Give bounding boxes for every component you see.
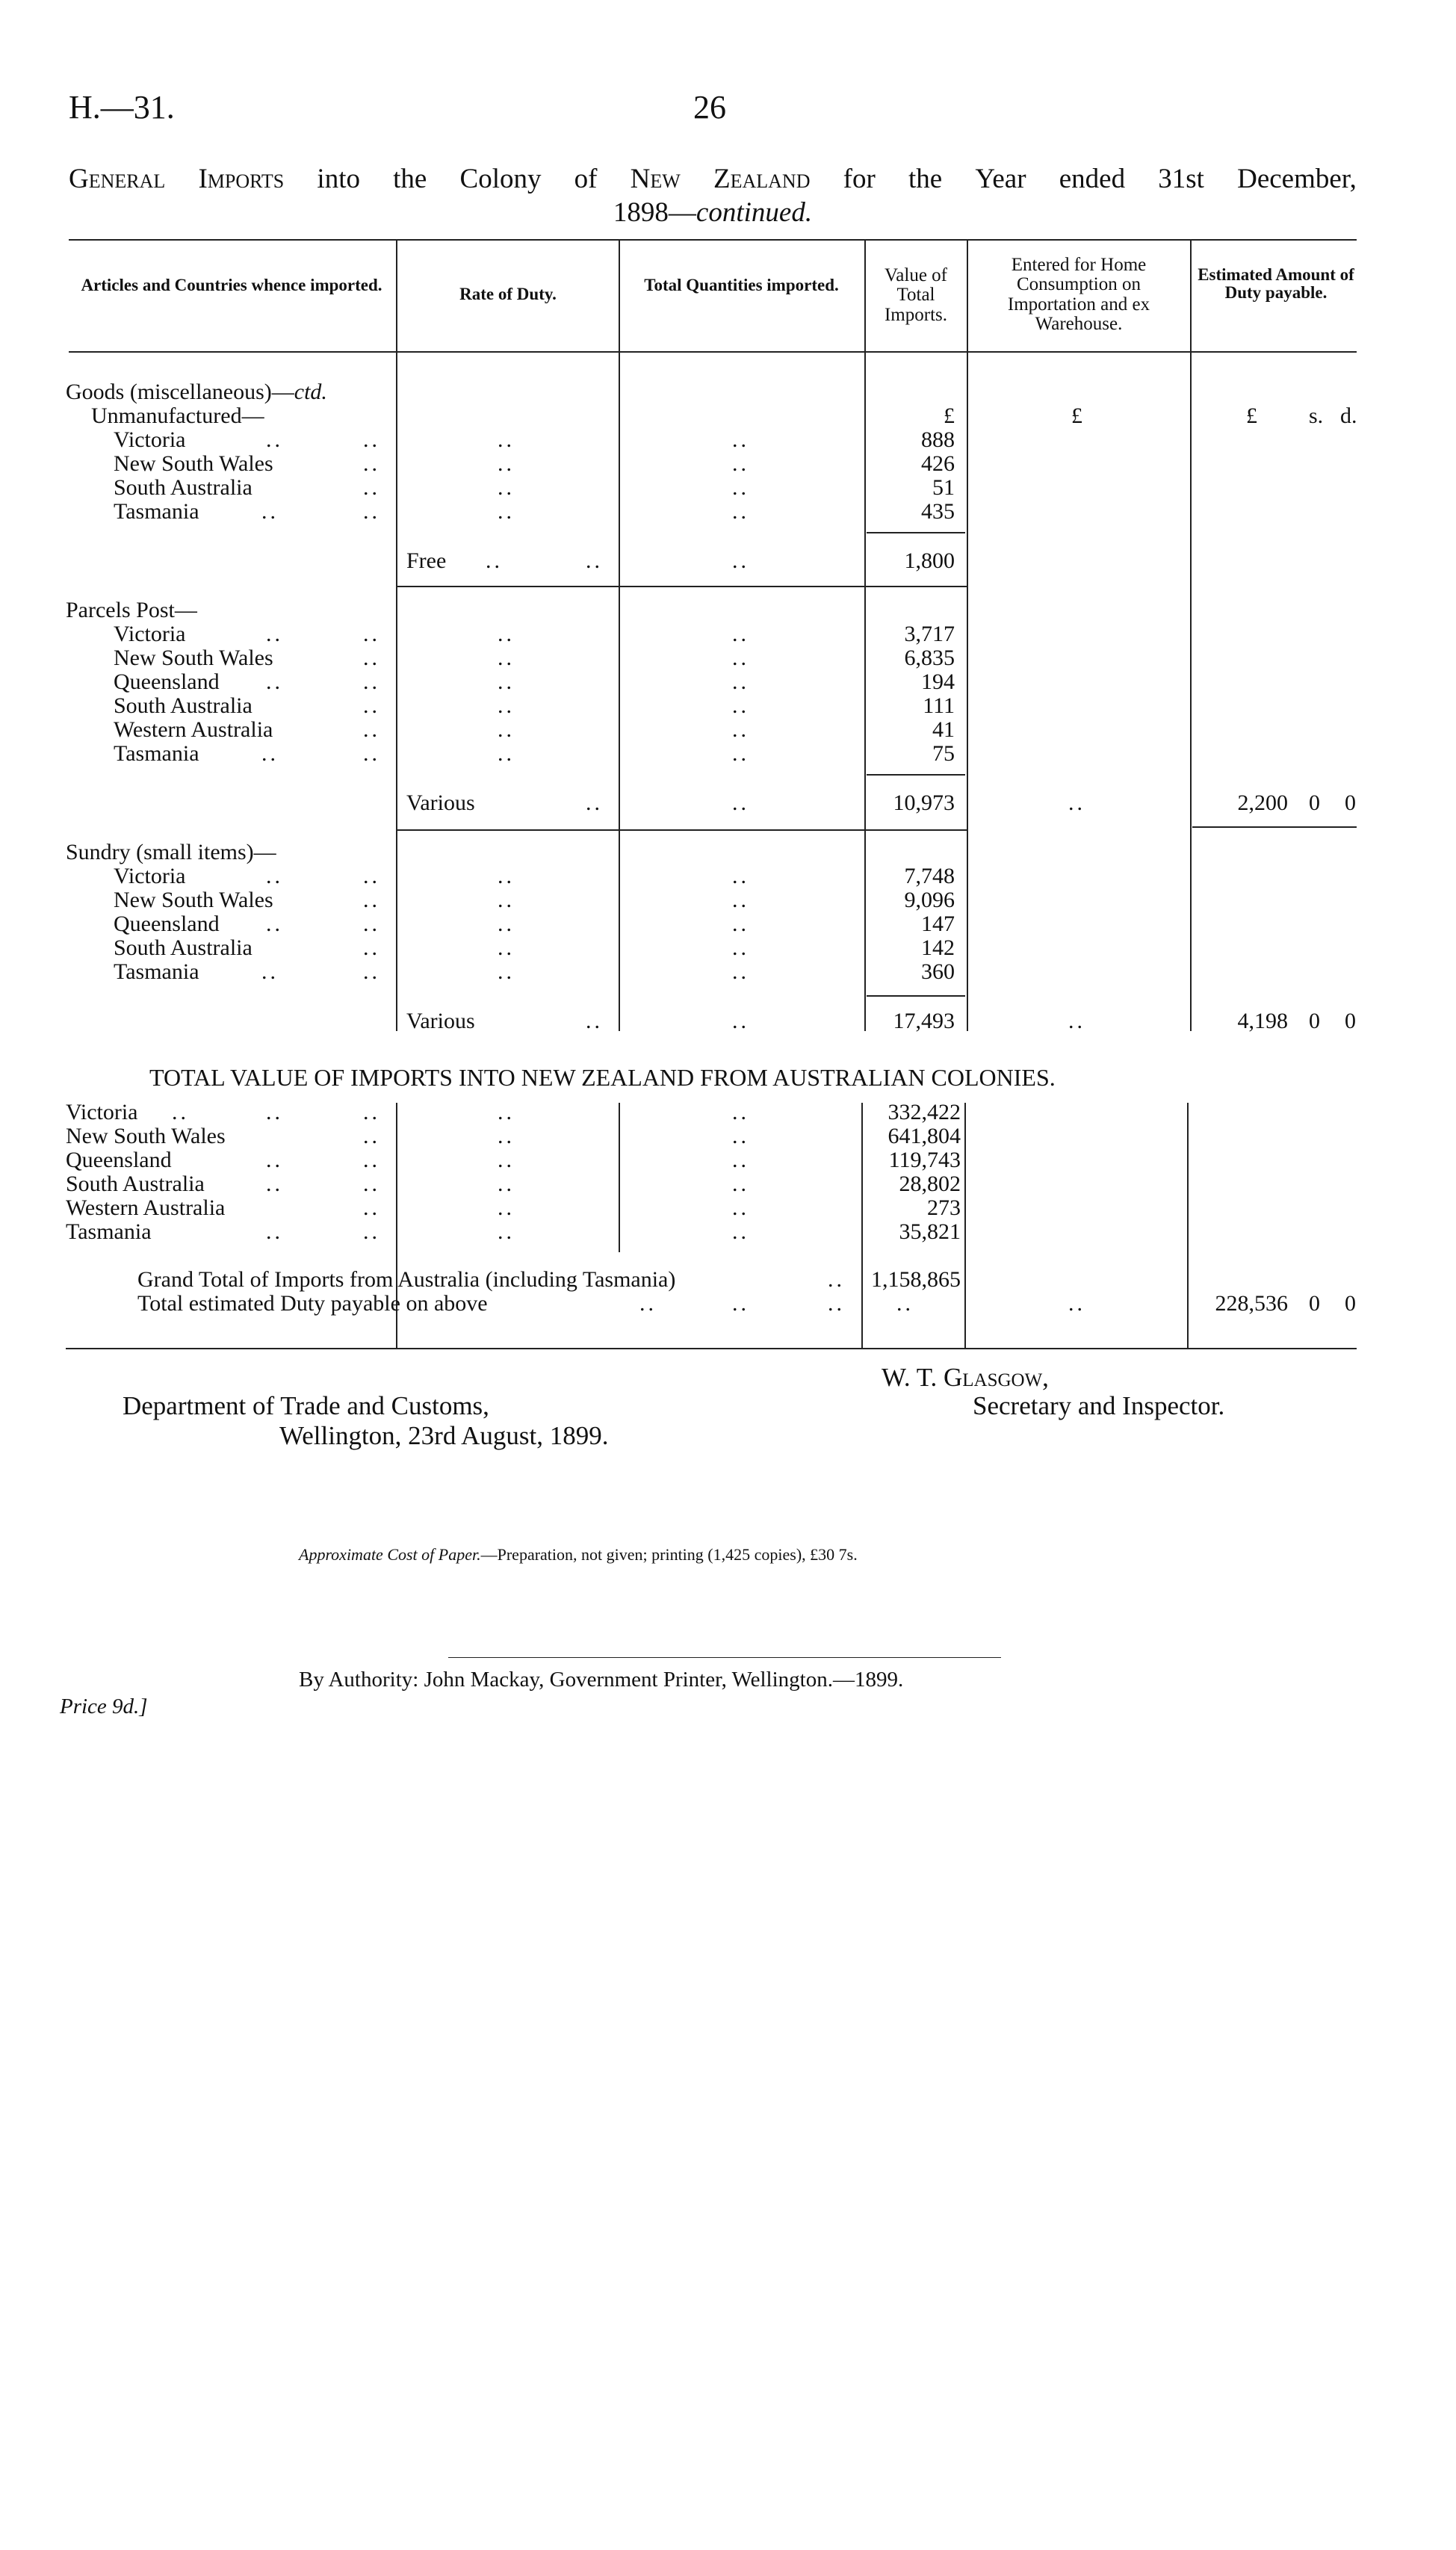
title-word: New	[630, 164, 681, 194]
col-header-rate: Rate of Duty.	[459, 285, 557, 303]
duty-shillings: 0	[1309, 1291, 1320, 1316]
signatory-title: Secretary and Inspector.	[973, 1391, 1225, 1420]
currency-symbol: £	[1071, 403, 1082, 428]
grand-total-value: 1,158,865	[871, 1267, 961, 1292]
pence-label: d.	[1340, 403, 1357, 428]
duty-amount: 2,200	[1237, 790, 1288, 815]
table-row-country: South Australia	[114, 935, 253, 960]
title-word: the	[393, 164, 427, 194]
table-row-country: South Australia	[114, 693, 253, 718]
column-rule	[964, 1103, 966, 1349]
table-row-value: 111	[923, 693, 955, 718]
table-row-country: Queensland	[114, 912, 220, 936]
table-row-value: 7,748	[904, 864, 955, 888]
table-row-value: 41	[932, 717, 955, 742]
table-row-country: Tasmania	[114, 959, 199, 984]
title-word: Imports	[198, 164, 285, 194]
section-rule	[396, 829, 967, 831]
column-rule	[861, 1103, 863, 1349]
printer-authority: By Authority: John Mackay, Government Printer, Wellington.—1899.	[299, 1668, 904, 1692]
table-row-value: 641,804	[887, 1124, 961, 1148]
table-row-value: 360	[921, 959, 955, 984]
table-row-value: 3,717	[904, 622, 955, 646]
authority-rule	[448, 1657, 1001, 1658]
subtotal-rule	[867, 774, 965, 776]
col-header-quantities: Total Quantities imported.	[644, 276, 839, 294]
table-row-country: Western Australia	[114, 717, 273, 742]
total-duty-value: 228,536	[1215, 1291, 1288, 1316]
goods-heading-ctd: ctd.	[294, 380, 327, 404]
title-word: Colony	[459, 164, 542, 194]
title-word: 31st	[1158, 164, 1204, 194]
grand-total-label: Grand Total of Imports from Australia (including Tasmania)	[137, 1267, 676, 1292]
column-rule	[619, 241, 620, 1031]
table-row-country: Tasmania	[114, 499, 199, 524]
column-rule	[619, 1103, 620, 1252]
total-duty-label: Total estimated Duty payable on above	[137, 1291, 488, 1316]
title-word: Year	[975, 164, 1026, 194]
table-row-country: South Australia	[66, 1172, 205, 1196]
table-row-value: 6,835	[904, 646, 955, 670]
document-reference: H.—31.	[69, 89, 175, 126]
table-row-country: New South Wales	[114, 888, 273, 912]
title-word: the	[908, 164, 943, 194]
table-row-value: 9,096	[904, 888, 955, 912]
col-header-duty: Estimated Amount of Duty payable.	[1198, 265, 1354, 303]
table-row-value: 51	[932, 475, 955, 500]
rate-of-duty: Various	[406, 1009, 475, 1033]
table-row-country: New South Wales	[114, 451, 273, 476]
table-row-value: 142	[921, 935, 955, 960]
duty-shillings: 0	[1309, 1009, 1320, 1033]
subtotal-value: 1,800	[904, 548, 955, 573]
title-word: of	[574, 164, 598, 194]
table-top-rule	[69, 239, 1357, 241]
table-row-value: 426	[921, 451, 955, 476]
duty-pence: 0	[1345, 1009, 1356, 1033]
signatory-name: W. T. Glasgow,	[882, 1363, 1049, 1392]
cost-label: Approximate Cost of Paper.	[299, 1545, 481, 1564]
title-year: 1898—	[613, 197, 696, 228]
table-row-value: 273	[927, 1195, 961, 1220]
table-bottom-rule	[66, 1348, 1357, 1349]
table-row-country: Victoria	[114, 427, 186, 452]
subtotal-rule	[867, 995, 965, 997]
col-header-value: Value of Total Imports.	[884, 265, 948, 325]
section-rule	[396, 586, 967, 587]
table-row-value: 28,802	[899, 1172, 961, 1196]
rate-of-duty: Various	[406, 790, 475, 815]
page-number: 26	[693, 89, 726, 126]
table-row-value: 888	[921, 427, 955, 452]
printing-cost-note	[299, 1545, 858, 1565]
table-row-value: 194	[921, 669, 955, 694]
goods-heading-text: Goods (miscellaneous)—	[66, 380, 294, 404]
title-word: into	[317, 164, 360, 194]
place-and-date: Wellington, 23rd August, 1899.	[279, 1421, 609, 1450]
table-row-country: Tasmania	[114, 741, 199, 766]
duty-pence: 0	[1345, 790, 1356, 815]
subtotal-value: 10,973	[893, 790, 955, 815]
column-rule	[864, 241, 866, 1031]
table-row-country: Tasmania	[66, 1219, 152, 1244]
column-rule	[1190, 241, 1192, 1031]
section-heading-parcels: Parcels Post—	[66, 598, 197, 622]
currency-symbol: £	[1246, 403, 1257, 428]
table-row-value: 332,422	[887, 1100, 961, 1124]
rate-of-duty: Free	[406, 548, 447, 573]
header-bottom-rule	[69, 351, 1357, 353]
table-row-value: 435	[921, 499, 955, 524]
table-row-country: Queensland	[66, 1148, 172, 1172]
table-row-value: 147	[921, 912, 955, 936]
column-rule	[967, 241, 968, 1031]
title-word: Zealand	[713, 164, 811, 194]
duty-rule	[1192, 826, 1357, 828]
column-rule	[1187, 1103, 1189, 1349]
title-word: for	[843, 164, 876, 194]
section-heading-goods	[66, 380, 327, 405]
subtotal-rule	[867, 532, 965, 533]
column-rule	[396, 241, 397, 1031]
title-word: General	[69, 164, 166, 194]
table-title	[69, 163, 1357, 229]
department-name: Department of Trade and Customs,	[123, 1391, 489, 1420]
section-heading-sundry: Sundry (small items)—	[66, 840, 276, 864]
totals-heading: TOTAL VALUE OF IMPORTS INTO NEW ZEALAND FROM AUSTRALIAN COLONIES.	[149, 1064, 1056, 1091]
table-row-value: 35,821	[899, 1219, 961, 1244]
title-word: ended	[1059, 164, 1126, 194]
table-row-value: 119,743	[888, 1148, 961, 1172]
col-header-articles: Articles and Countries whence imported.	[81, 276, 382, 294]
cost-text: —Preparation, not given; printing (1,425 copies), £30 7s.	[480, 1545, 858, 1564]
table-row-country: South Australia	[114, 475, 253, 500]
col-header-entered: Entered for Home Consumption on Importation and ex Warehouse.	[1007, 255, 1150, 334]
table-row-country: Victoria	[114, 864, 186, 888]
duty-pence: 0	[1345, 1291, 1356, 1316]
title-word: December,	[1237, 164, 1357, 194]
price: Price 9d.]	[60, 1695, 148, 1718]
table-row-value: 75	[932, 741, 955, 766]
table-row-country: Queensland	[114, 669, 220, 694]
duty-amount: 4,198	[1237, 1009, 1288, 1033]
title-continued: continued.	[696, 197, 813, 228]
subtotal-value: 17,493	[893, 1009, 955, 1033]
table-row-country: Western Australia	[66, 1195, 226, 1220]
table-row-country: Victoria	[66, 1100, 138, 1124]
shillings-label: s.	[1309, 403, 1324, 428]
table-row-country: New South Wales	[114, 646, 273, 670]
goods-subheading: Unmanufactured—	[91, 403, 264, 428]
table-row-country: Victoria	[114, 622, 186, 646]
currency-symbol: £	[944, 403, 955, 428]
duty-shillings: 0	[1309, 790, 1320, 815]
table-row-country: New South Wales	[66, 1124, 226, 1148]
